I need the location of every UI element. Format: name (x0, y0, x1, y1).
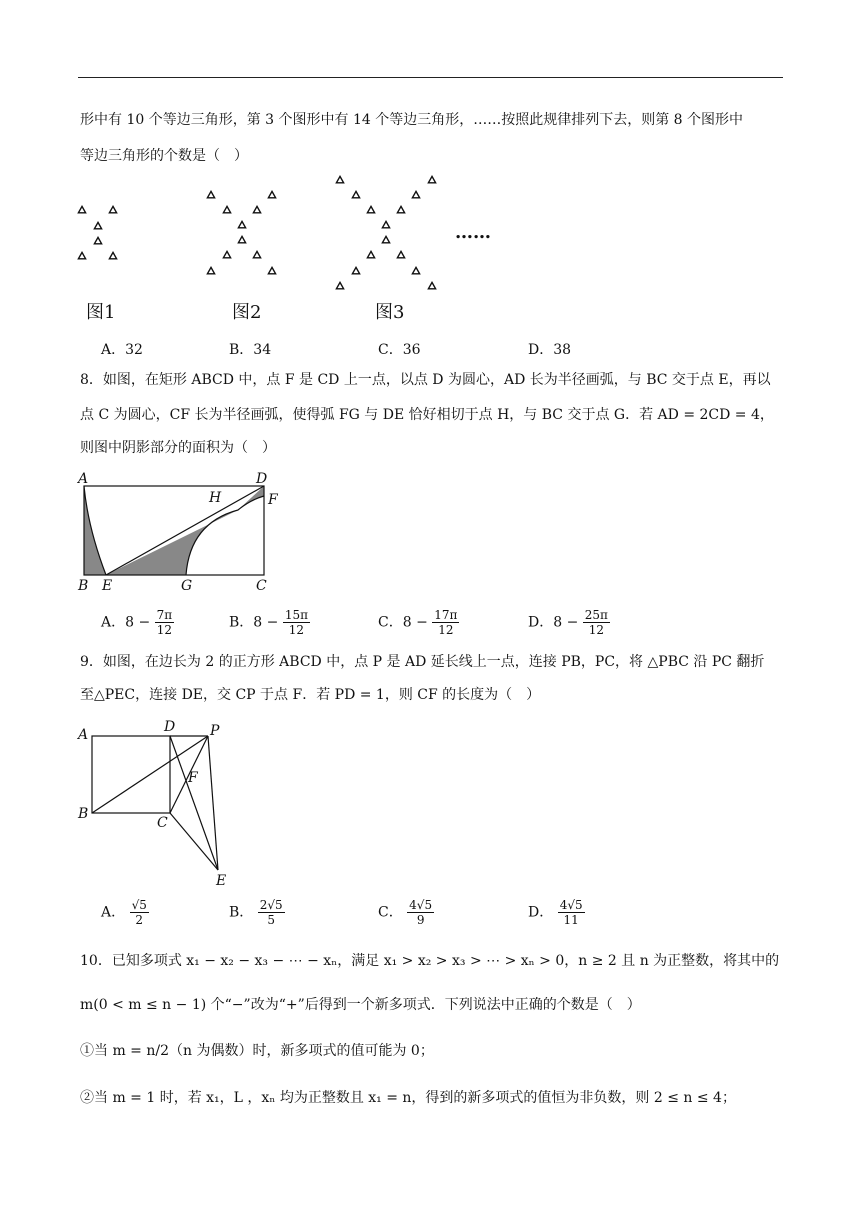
label-P: P (210, 723, 220, 739)
q7-triangle-pattern-figure (70, 168, 510, 328)
q8-option-a: A．8 − $\frac{7\pi}{12}$ (101, 608, 173, 637)
q9-text-line1: 9．如图，在边长为 2 的正方形 ABCD 中，点 P 是 AD 延长线上一点，连接 PB，PC，将 △PBC 沿 PC 翻折 (80, 654, 765, 670)
figure-2-triangles (207, 191, 275, 273)
label-G: G (181, 578, 193, 594)
q8-option-d: D．8 − $\frac{25\pi}{12}$ (528, 608, 608, 637)
label-B: B (78, 806, 89, 822)
q8-option-c: C．8 − $\frac{17\pi}{12}$ (378, 608, 458, 637)
q7-option-b: B．34 (229, 342, 272, 358)
label-E: E (102, 578, 113, 594)
label-F: F (188, 770, 198, 786)
label-B: B (78, 578, 89, 594)
q7-text-line2: 等边三角形的个数是（ ） (80, 148, 248, 164)
header-rule (78, 77, 783, 78)
label-D: D (164, 719, 176, 735)
q8-text-line3: 则图中阴影部分的面积为（ ） (80, 440, 276, 456)
q9-option-b: B． $\frac{2√5}{5}$ (229, 898, 283, 927)
label-A: A (78, 471, 89, 487)
caption-fig3: 图3 (375, 302, 405, 323)
q8-text-line2: 点 C 为圆心，CF 长为半径画弧，使得弧 FG 与 DE 恰好相切于点 H，与 BC 交于点 G．若 AD = 2CD = 4， (80, 407, 774, 423)
q8-option-b: B．8 − $\frac{15\pi}{12}$ (229, 608, 308, 637)
q9-square-figure (70, 715, 250, 890)
q7-text-line1: 形中有 10 个等边三角形，第 3 个图形中有 14 个等边三角形，……按照此规律排列下去，则第 8 个图形中 (80, 112, 744, 128)
caption-fig2: 图2 (232, 302, 262, 323)
label-D: D (256, 471, 268, 487)
q9-option-c: C． $\frac{4√5}{9}$ (378, 898, 433, 927)
q10-text-line1: 10．已知多项式 x₁ − x₂ − x₃ − ⋯ − xₙ，满足 x₁ > x₂ > x₃ > ⋯ > xₙ > 0，n ≥ 2 且 n 为正整数，将其中的 (80, 953, 780, 969)
label-E: E (216, 873, 227, 889)
q8-rectangle-figure (70, 468, 290, 598)
q10-item-1: ①当 m = n/2（n 为偶数）时，新多项式的值可能为 0； (80, 1043, 434, 1059)
label-F: F (268, 492, 278, 508)
caption-fig1: 图1 (86, 302, 116, 323)
q10-text-line2: m(0 < m ≤ n − 1) 个“−”改为“+”后得到一个新多项式．下列说法中正确的个数是（ ） (80, 997, 641, 1013)
q7-option-d: D．38 (528, 342, 572, 358)
q9-text-line2: 至△PEC，连接 DE，交 CP 于点 F．若 PD = 1，则 CF 的长度为（ ） (80, 687, 541, 703)
figure-1-triangles (78, 206, 116, 258)
ellipsis-text: …… (455, 222, 491, 243)
figure-3-triangles (336, 176, 435, 288)
q9-option-d: D． $\frac{4√5}{11}$ (528, 898, 583, 927)
label-C: C (256, 578, 267, 594)
label-H: H (209, 490, 222, 506)
q8-text-line1: 8．如图，在矩形 ABCD 中，点 F 是 CD 上一点，以点 D 为圆心，AD 长为半径画弧，与 BC 交于点 E，再以 (80, 372, 771, 388)
q7-option-a: A．32 (101, 342, 143, 358)
q7-option-c: C．36 (378, 342, 421, 358)
label-C: C (157, 815, 168, 831)
label-A: A (78, 727, 89, 743)
q9-option-a: A． $\frac{√5}{2}$ (101, 898, 147, 927)
q10-item-2: ②当 m = 1 时，若 x₁，L ，xₙ 均为正整数且 x₁ = n，得到的新多项式的值恒为非负数，则 2 ≤ n ≤ 4； (80, 1090, 736, 1106)
